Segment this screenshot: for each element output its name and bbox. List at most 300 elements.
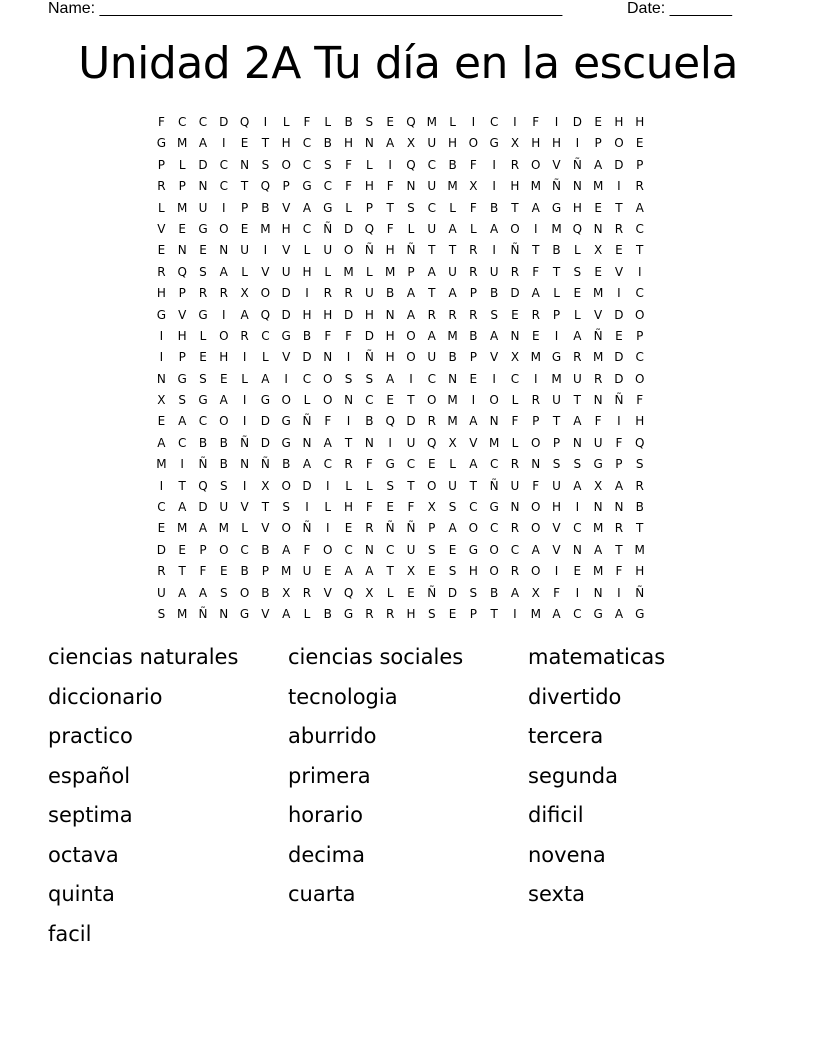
word-list-item: tercera bbox=[528, 724, 604, 748]
grid-letter: V bbox=[323, 585, 332, 600]
grid-letter: F bbox=[615, 435, 623, 450]
grid-letter: G bbox=[593, 606, 603, 621]
grid-letter: X bbox=[510, 350, 520, 365]
grid-letter: Q bbox=[198, 478, 208, 493]
grid-row bbox=[151, 561, 671, 582]
grid-letter: C bbox=[302, 136, 312, 151]
grid-letter: E bbox=[199, 243, 207, 258]
grid-letter: M bbox=[634, 542, 645, 557]
grid-letter: S bbox=[427, 606, 436, 621]
grid-letter: A bbox=[510, 585, 520, 600]
grid-letter: N bbox=[240, 157, 250, 172]
grid-letter: L bbox=[366, 264, 373, 279]
grid-letter: D bbox=[510, 286, 520, 301]
grid-letter: U bbox=[448, 478, 457, 493]
grid-letter: S bbox=[323, 157, 332, 172]
grid-letter: E bbox=[635, 136, 644, 151]
grid-letter: B bbox=[635, 500, 644, 515]
grid-letter: X bbox=[406, 136, 416, 151]
grid-letter: E bbox=[178, 221, 186, 236]
grid-letter: R bbox=[635, 179, 644, 194]
grid-letter: A bbox=[219, 393, 228, 408]
grid-letter: Ñ bbox=[385, 521, 395, 536]
grid-letter: T bbox=[552, 414, 561, 429]
grid-letter: L bbox=[282, 115, 290, 129]
grid-letter: H bbox=[468, 564, 478, 579]
grid-letter: L bbox=[241, 264, 248, 279]
grid-letter: C bbox=[489, 457, 499, 472]
grid-letter: B bbox=[240, 564, 249, 579]
grid-letter: L bbox=[158, 200, 165, 215]
grid-letter: C bbox=[365, 393, 374, 408]
grid-letter: B bbox=[323, 606, 332, 621]
grid-letter: S bbox=[219, 585, 228, 600]
grid-row bbox=[151, 433, 671, 454]
grid-letter: M bbox=[592, 350, 604, 365]
grid-letter: U bbox=[281, 264, 291, 279]
grid-letter: I bbox=[180, 457, 184, 472]
grid-row bbox=[151, 476, 671, 497]
grid-letter: H bbox=[344, 500, 354, 515]
grid-letter: H bbox=[614, 115, 624, 129]
grid-letter: I bbox=[575, 136, 580, 151]
grid-letter: G bbox=[551, 200, 562, 215]
grid-letter: R bbox=[323, 286, 332, 301]
grid-letter: E bbox=[386, 500, 394, 515]
grid-letter: V bbox=[157, 221, 166, 236]
grid-letter: G bbox=[281, 414, 291, 429]
grid-letter: Ñ bbox=[323, 221, 333, 236]
grid-letter: P bbox=[157, 157, 166, 172]
grid-letter: I bbox=[575, 500, 580, 515]
grid-letter: S bbox=[386, 478, 394, 493]
word-list bbox=[48, 640, 768, 956]
grid-letter: R bbox=[531, 393, 540, 408]
grid-letter: M bbox=[551, 371, 562, 386]
grid-letter: N bbox=[572, 542, 582, 557]
grid-letter: H bbox=[385, 328, 395, 343]
grid-letter: M bbox=[551, 221, 562, 236]
grid-letter: A bbox=[261, 371, 270, 386]
grid-letter: M bbox=[488, 435, 500, 450]
grid-letter: I bbox=[222, 136, 226, 151]
grid-letter: I bbox=[284, 371, 288, 386]
grid-letter: R bbox=[365, 521, 374, 536]
word-list-item: cuarta bbox=[288, 882, 356, 906]
grid-letter: O bbox=[281, 393, 291, 408]
grid-letter: G bbox=[489, 136, 499, 151]
grid-letter: S bbox=[365, 115, 374, 129]
grid-letter: B bbox=[219, 457, 228, 472]
grid-letter: O bbox=[427, 478, 437, 493]
grid-letter: G bbox=[239, 606, 250, 621]
grid-letter: U bbox=[510, 478, 520, 493]
grid-letter: D bbox=[156, 542, 167, 557]
grid-letter: U bbox=[489, 264, 499, 279]
grid-letter: G bbox=[198, 393, 208, 408]
grid-letter: C bbox=[510, 542, 520, 557]
grid-letter: E bbox=[219, 564, 228, 579]
name-field-label: Name: ____________________________________________________ bbox=[48, 0, 563, 17]
grid-letter: O bbox=[343, 243, 354, 258]
grid-row bbox=[151, 283, 671, 304]
grid-letter: E bbox=[157, 243, 166, 258]
grid-letter: F bbox=[407, 500, 415, 515]
grid-letter: V bbox=[282, 243, 291, 258]
grid-letter: A bbox=[406, 307, 416, 322]
grid-letter: A bbox=[406, 286, 416, 301]
grid-letter: U bbox=[302, 564, 312, 579]
grid-letter: H bbox=[635, 414, 645, 429]
grid-letter: Q bbox=[406, 157, 416, 172]
grid-letter: P bbox=[532, 414, 540, 429]
grid-letter: E bbox=[386, 393, 394, 408]
grid-letter: D bbox=[260, 414, 270, 429]
grid-letter: V bbox=[469, 435, 478, 450]
grid-letter: A bbox=[469, 414, 478, 429]
grid-letter: R bbox=[531, 307, 540, 322]
grid-letter: P bbox=[178, 286, 186, 301]
grid-letter: O bbox=[531, 521, 541, 536]
grid-letter: I bbox=[554, 328, 559, 343]
grid-letter: L bbox=[366, 157, 373, 172]
grid-letter: E bbox=[469, 371, 478, 386]
grid-letter: A bbox=[614, 478, 624, 493]
grid-row bbox=[151, 369, 671, 390]
grid-letter: V bbox=[261, 606, 270, 621]
grid-letter: G bbox=[385, 457, 395, 472]
grid-row bbox=[151, 390, 671, 411]
date-field-label: Date: _______ bbox=[627, 0, 732, 17]
grid-letter: U bbox=[323, 243, 333, 258]
grid-letter: D bbox=[198, 500, 208, 515]
grid-letter: U bbox=[572, 371, 582, 386]
grid-letter: A bbox=[573, 328, 582, 343]
grid-letter: T bbox=[261, 136, 270, 151]
grid-letter: T bbox=[448, 243, 457, 258]
grid-letter: A bbox=[198, 521, 208, 536]
grid-letter: C bbox=[261, 328, 270, 343]
grid-letter: U bbox=[364, 286, 374, 301]
grid-letter: F bbox=[345, 157, 353, 172]
word-list-item: horario bbox=[288, 803, 363, 827]
page-title: Unidad 2A Tu día en la escuela bbox=[78, 38, 738, 89]
grid-letter: M bbox=[343, 264, 354, 279]
grid-letter: G bbox=[281, 328, 291, 343]
grid-letter: I bbox=[242, 478, 247, 493]
grid-letter: T bbox=[386, 200, 394, 215]
grid-letter: B bbox=[261, 200, 270, 215]
grid-letter: I bbox=[242, 414, 247, 429]
grid-letter: I bbox=[305, 286, 309, 301]
grid-letter: E bbox=[573, 564, 582, 579]
grid-letter: M bbox=[281, 564, 292, 579]
grid-letter: N bbox=[593, 221, 603, 236]
grid-letter: I bbox=[346, 414, 351, 429]
grid-letter: D bbox=[281, 307, 291, 322]
grid-letter: N bbox=[572, 435, 582, 450]
grid-letter: R bbox=[510, 157, 520, 172]
word-list-item: sexta bbox=[528, 882, 586, 906]
grid-letter: G bbox=[156, 136, 167, 151]
grid-letter: A bbox=[386, 371, 395, 386]
grid-letter: R bbox=[510, 457, 520, 472]
grid-letter: B bbox=[490, 200, 499, 215]
grid-letter: L bbox=[262, 350, 269, 365]
grid-letter: N bbox=[198, 179, 208, 194]
grid-letter: X bbox=[594, 478, 603, 493]
grid-letter: A bbox=[198, 136, 208, 151]
grid-letter: M bbox=[177, 200, 188, 215]
grid-row bbox=[151, 347, 671, 368]
grid-letter: I bbox=[513, 115, 517, 129]
grid-letter: U bbox=[427, 136, 437, 151]
grid-letter: A bbox=[198, 585, 208, 600]
grid-letter: F bbox=[365, 457, 373, 472]
grid-letter: I bbox=[575, 585, 580, 600]
grid-letter: C bbox=[323, 457, 332, 472]
grid-letter: X bbox=[240, 286, 249, 301]
grid-letter: A bbox=[552, 606, 561, 621]
grid-letter: A bbox=[469, 457, 478, 472]
word-list-item: ciencias sociales bbox=[288, 645, 464, 669]
grid-letter: I bbox=[326, 478, 330, 493]
grid-letter: A bbox=[614, 606, 624, 621]
grid-letter: O bbox=[323, 542, 333, 557]
grid-letter: C bbox=[469, 500, 478, 515]
grid-letter: O bbox=[239, 585, 250, 600]
grid-letter: B bbox=[282, 457, 291, 472]
grid-letter: R bbox=[365, 606, 374, 621]
grid-letter: Q bbox=[427, 435, 437, 450]
grid-letter: A bbox=[323, 435, 332, 450]
grid-letter: Q bbox=[260, 307, 271, 322]
grid-letter: V bbox=[282, 200, 291, 215]
grid-letter: A bbox=[573, 414, 582, 429]
grid-row bbox=[151, 518, 671, 539]
grid-letter: S bbox=[199, 371, 207, 386]
grid-letter: T bbox=[386, 564, 394, 579]
grid-letter: N bbox=[572, 179, 582, 194]
grid-letter: T bbox=[407, 393, 415, 408]
grid-letter: R bbox=[198, 286, 208, 301]
grid-letter: T bbox=[178, 478, 186, 493]
grid-letter: P bbox=[469, 286, 477, 301]
grid-letter: I bbox=[617, 286, 621, 301]
grid-letter: M bbox=[177, 136, 188, 151]
grid-letter: F bbox=[594, 414, 602, 429]
grid-letter: Ñ bbox=[198, 606, 208, 621]
grid-letter: I bbox=[263, 115, 268, 129]
grid-letter: V bbox=[261, 264, 270, 279]
grid-letter: D bbox=[343, 307, 354, 322]
grid-letter: R bbox=[593, 371, 603, 386]
grid-letter: O bbox=[468, 136, 479, 151]
grid-row bbox=[151, 305, 671, 326]
grid-letter: I bbox=[242, 393, 247, 408]
grid-letter: S bbox=[573, 264, 582, 279]
grid-letter: F bbox=[615, 564, 623, 579]
grid-letter: A bbox=[386, 136, 395, 151]
grid-letter: C bbox=[198, 414, 208, 429]
grid-letter: H bbox=[364, 179, 374, 194]
grid-row bbox=[151, 155, 671, 176]
grid-letter: Ñ bbox=[572, 157, 582, 172]
grid-letter: S bbox=[365, 371, 374, 386]
grid-letter: F bbox=[324, 414, 332, 429]
grid-letter: Ñ bbox=[552, 179, 562, 194]
grid-letter: I bbox=[492, 179, 496, 194]
grid-letter: H bbox=[635, 564, 645, 579]
grid-letter: O bbox=[219, 328, 229, 343]
grid-letter: N bbox=[219, 243, 229, 258]
grid-letter: Ñ bbox=[364, 350, 374, 365]
grid-letter: H bbox=[448, 136, 458, 151]
grid-letter: Q bbox=[572, 221, 583, 236]
grid-letter: N bbox=[364, 136, 374, 151]
grid-letter: T bbox=[469, 478, 478, 493]
grid-letter: H bbox=[281, 136, 291, 151]
grid-letter: F bbox=[469, 200, 477, 215]
grid-letter: V bbox=[552, 542, 561, 557]
grid-letter: M bbox=[447, 328, 458, 343]
grid-letter: R bbox=[157, 564, 166, 579]
grid-letter: T bbox=[240, 179, 249, 194]
grid-letter: A bbox=[490, 328, 499, 343]
grid-letter: T bbox=[636, 243, 644, 258]
grid-letter: D bbox=[302, 350, 312, 365]
grid-letter: A bbox=[178, 500, 187, 515]
grid-letter: C bbox=[323, 179, 332, 194]
grid-letter: S bbox=[407, 200, 415, 215]
grid-letter: N bbox=[489, 414, 499, 429]
grid-letter: B bbox=[490, 585, 499, 600]
word-list-item: octava bbox=[48, 842, 119, 867]
grid-letter: E bbox=[344, 521, 353, 536]
grid-letter: B bbox=[365, 414, 374, 429]
word-list-item: practico bbox=[48, 724, 133, 748]
grid-letter: H bbox=[281, 221, 291, 236]
grid-letter: S bbox=[490, 307, 498, 322]
grid-letter: R bbox=[510, 564, 520, 579]
grid-letter: Ñ bbox=[635, 585, 645, 600]
grid-letter: Q bbox=[177, 264, 187, 279]
grid-letter: A bbox=[594, 157, 603, 172]
grid-letter: E bbox=[615, 243, 623, 258]
grid-letter: E bbox=[323, 564, 332, 579]
grid-letter: D bbox=[281, 286, 291, 301]
grid-letter: C bbox=[573, 606, 582, 621]
grid-letter: Q bbox=[635, 435, 645, 450]
grid-letter: O bbox=[531, 157, 541, 172]
grid-letter: H bbox=[510, 179, 520, 194]
grid-letter: E bbox=[386, 115, 394, 129]
grid-row bbox=[151, 604, 671, 625]
grid-letter: C bbox=[573, 521, 582, 536]
grid-row bbox=[151, 198, 671, 219]
word-list-item: aburrido bbox=[288, 724, 377, 748]
grid-letter: I bbox=[242, 350, 247, 365]
grid-letter: T bbox=[615, 200, 623, 215]
grid-letter: A bbox=[282, 542, 291, 557]
grid-row bbox=[151, 497, 671, 518]
grid-letter: O bbox=[219, 221, 229, 236]
grid-letter: R bbox=[344, 286, 353, 301]
grid-letter: F bbox=[157, 115, 165, 129]
grid-letter: H bbox=[156, 286, 166, 301]
grid-letter: I bbox=[388, 157, 392, 172]
grid-letter: B bbox=[323, 136, 332, 151]
grid-letter: V bbox=[490, 350, 499, 365]
grid-letter: R bbox=[385, 606, 395, 621]
grid-letter: M bbox=[592, 286, 604, 301]
grid-letter: G bbox=[302, 179, 312, 194]
grid-letter: B bbox=[219, 435, 228, 450]
grid-letter: O bbox=[531, 435, 541, 450]
grid-letter: D bbox=[614, 350, 624, 365]
grid-letter: E bbox=[448, 542, 457, 557]
grid-letter: L bbox=[449, 115, 456, 129]
grid-letter: T bbox=[261, 500, 270, 515]
grid-letter: I bbox=[159, 478, 164, 493]
word-list-item: facil bbox=[48, 921, 92, 946]
grid-letter: M bbox=[447, 179, 458, 194]
grid-letter: L bbox=[303, 606, 311, 621]
grid-letter: H bbox=[344, 136, 354, 151]
grid-letter: L bbox=[303, 393, 311, 408]
grid-letter: R bbox=[469, 264, 478, 279]
grid-letter: B bbox=[448, 157, 457, 172]
grid-letter: X bbox=[261, 478, 270, 493]
grid-letter: A bbox=[302, 457, 312, 472]
grid-letter: Ñ bbox=[198, 457, 208, 472]
grid-letter: H bbox=[219, 350, 229, 365]
grid-letter: M bbox=[218, 521, 229, 536]
grid-letter: B bbox=[302, 328, 312, 343]
grid-letter: N bbox=[510, 328, 520, 343]
grid-letter: R bbox=[219, 286, 228, 301]
grid-letter: G bbox=[468, 542, 478, 557]
grid-letter: A bbox=[219, 264, 228, 279]
grid-letter: P bbox=[636, 157, 644, 172]
grid-letter: G bbox=[177, 371, 187, 386]
grid-letter: F bbox=[532, 478, 540, 493]
grid-letter: O bbox=[406, 328, 416, 343]
grid-letter: C bbox=[302, 221, 312, 236]
grid-letter: B bbox=[448, 350, 457, 365]
grid-letter: O bbox=[489, 393, 499, 408]
grid-letter: N bbox=[344, 393, 354, 408]
grid-letter: E bbox=[407, 585, 415, 600]
grid-letter: O bbox=[219, 414, 229, 429]
grid-letter: H bbox=[302, 307, 312, 322]
grid-letter: U bbox=[157, 585, 166, 600]
grid-letter: I bbox=[554, 564, 559, 579]
grid-letter: H bbox=[385, 243, 395, 258]
grid-letter: G bbox=[281, 435, 291, 450]
grid-letter: F bbox=[386, 179, 394, 194]
grid-letter: E bbox=[594, 115, 602, 129]
grid-row bbox=[151, 583, 671, 604]
grid-letter: E bbox=[157, 521, 166, 536]
grid-letter: A bbox=[240, 307, 249, 322]
grid-letter: M bbox=[260, 221, 271, 236]
word-list-item: español bbox=[48, 763, 131, 788]
grid-letter: A bbox=[365, 564, 374, 579]
grid-letter: I bbox=[492, 243, 496, 258]
grid-letter: C bbox=[302, 371, 312, 386]
grid-letter: P bbox=[282, 179, 290, 194]
